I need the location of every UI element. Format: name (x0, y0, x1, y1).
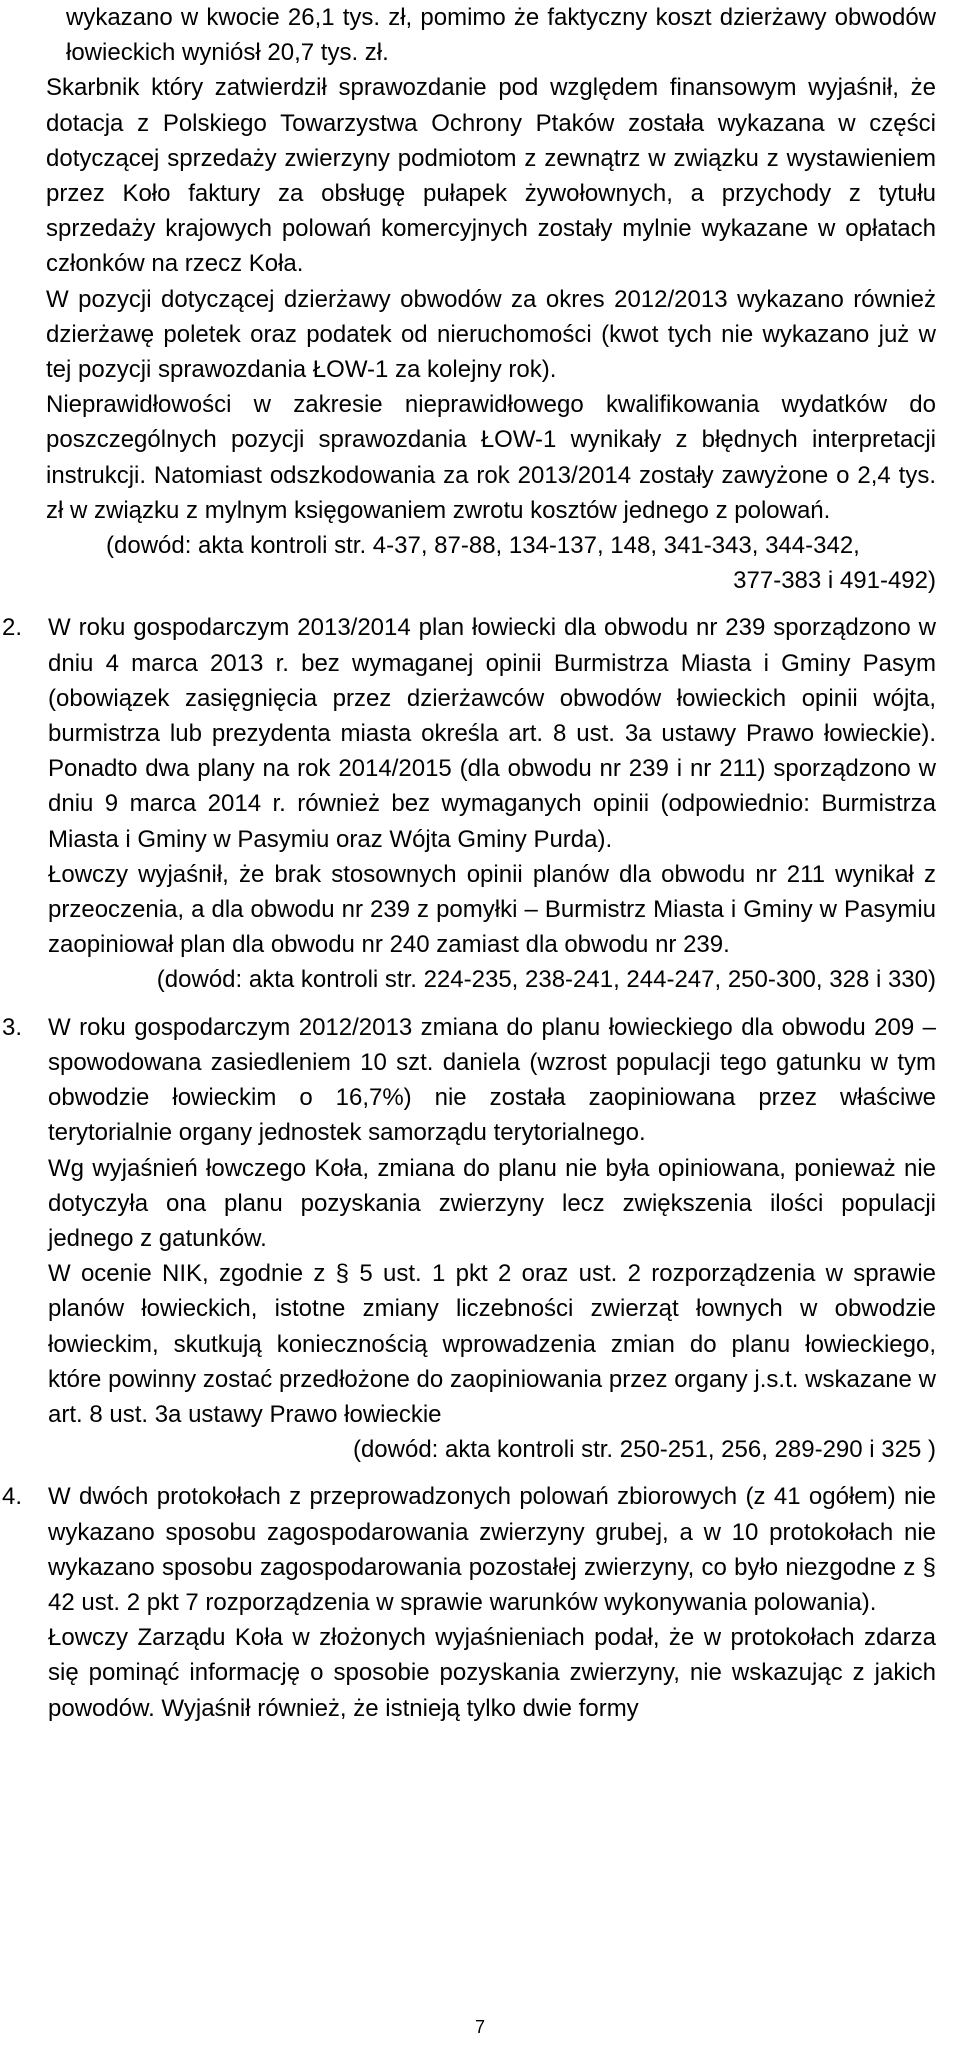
evidence-note: (dowód: akta kontroli str. 224-235, 238-241, 244-247, 250-300, 328 i 330) (156, 966, 936, 994)
list-item-3 (2, 1010, 936, 1468)
list-item-paragraph: Łowczy Zarządu Koła w złożonych wyjaśnieniach podał, że w protokołach zdarza się pominąć informację o sposobie pozyskania zwierzyny, nie wskazując z jakich powodów. Wyjaśnił również, że istnieją tylko dwie formy (48, 1624, 936, 1722)
list-item-number: 2. (2, 614, 23, 642)
evidence-note-intro-line2: 377-383 i 491-492) (733, 567, 936, 595)
list-item-2 (2, 610, 936, 997)
list-item-paragraph: Łowczy wyjaśnił, że brak stosownych opinii planów dla obwodu nr 211 wynikał z przeoczenia, a dla obwodu nr 239 z pomyłki – Burmistrz Miasta i Gminy w Pasymiu zaopiniował plan dla obwodu nr 240 zamiast dla obwodu nr 239. (48, 860, 936, 959)
list-item-paragraph: W roku gospodarczym 2012/2013 zmiana do planu łowieckiego dla obwodu 209 – spowodowana zasiedleniem 10 szt. daniela (wzrost populacji tego gatunku w tym obwodzie łowieckim o 16,7%) nie została zaopiniowana przez właściwe terytorialnie organy jednostek samorządu terytorialnego. (48, 1013, 936, 1147)
list-item-paragraph: W ocenie NIK, zgodnie z § 5 ust. 1 pkt 2 oraz ust. 2 rozporządzenia w sprawie planów łowieckich, istotne zmiany liczebności zwierząt łownych w obwodzie łowieckim, skutkują koniecznością wprowadzenia zmian do planu łowieckiego, które powinny zostać przedłożone do zaopiniowania przez organy j.s.t. wskazane w art. 8 ust. 3a ustawy Prawo łowieckie (48, 1260, 936, 1428)
list-item-number: 3. (2, 1013, 23, 1041)
evidence-note-intro-line1: (dowód: akta kontroli str. 4-37, 87-88, 134-137, 148, 341-343, 344-342, (106, 532, 860, 560)
list-item-paragraph: Wg wyjaśnień łowczego Koła, zmiana do planu nie była opiniowana, ponieważ nie dotyczyła ona planu pozyskania zwierzyny lecz zwiększenia ilości populacji jednego z gatunków. (48, 1154, 936, 1252)
paragraph-intro-3: W pozycji dotyczącej dzierżawy obwodów za okres 2012/2013 wykazano również dzierżawę poletek oraz podatek od nieruchomości (kwot tych nie wykazano już w tej pozycji sprawozdania ŁOW-1 za kolejny rok). (46, 285, 936, 384)
list-item-paragraph: W roku gospodarczym 2013/2014 plan łowiecki dla obwodu nr 239 sporządzono w dniu 4 marca 2013 r. bez wymaganej opinii Burmistrza Miasta i Gminy Pasym (obowiązek zasięgnięcia przez dzierżawców obwodów łowieckich opinii wójta, burmistrza lub prezydenta miasta określa art. 8 ust. 3a ustawy Prawo łowieckie). Ponadto dwa plany na rok 2014/2015 (dla obwodu nr 239 i nr 211) sporządzono w dniu 9 marca 2014 r. również bez wymaganych opinii (odpowiednio: Burmistrza Miasta i Gminy w Pasymiu oraz Wójta Gminy Purda). (48, 614, 936, 853)
paragraph-intro-4: Nieprawidłowości w zakresie nieprawidłowego kwalifikowania wydatków do poszczególnych pozycji sprawozdania ŁOW-1 wynikały z błędnych interpretacji instrukcji. Natomiast odszkodowania za rok 2013/2014 zostały zawyżone o 2,4 tys. zł w związku z mylnym księgowaniem zwrotu kosztów jednego z polowań. (46, 391, 936, 524)
paragraph-intro-1: wykazano w kwocie 26,1 tys. zł, pomimo że faktyczny koszt dzierżawy obwodów łowieckich wyniósł 20,7 tys. zł. (66, 4, 936, 67)
paragraph-intro-2: Skarbnik który zatwierdził sprawozdanie pod względem finansowym wyjaśnił, że dotacja z Polskiego Towarzystwa Ochrony Ptaków została wykazana w części dotyczącej sprzedaży zwierzyny podmiotom z zewnątrz w związku z wystawieniem przez Koło faktury za obsługę pułapek żywołownych, a przychody z tytułu sprzedaży krajowych polowań komercyjnych zostały mylnie wykazane w opłatach członków na rzecz Koła. (46, 74, 936, 278)
evidence-note: (dowód: akta kontroli str. 250-251, 256, 289-290 i 325 ) (352, 1436, 936, 1464)
list-item-number: 4. (2, 1483, 23, 1511)
page-number: 7 (474, 2017, 485, 2037)
list-item-4 (2, 1479, 936, 1725)
list-item-paragraph: W dwóch protokołach z przeprowadzonych polowań zbiorowych (z 41 ogółem) nie wykazano sposobu zagospodarowania zwierzyny grubej, a w 10 protokołach nie wykazano sposobu zagospodarowania pozostałej zwierzyny, co było niezgodne z § 42 ust. 2 pkt 7 rozporządzenia w sprawie warunków wykonywania polowania). (48, 1483, 936, 1616)
document-body (2, 0, 936, 1726)
